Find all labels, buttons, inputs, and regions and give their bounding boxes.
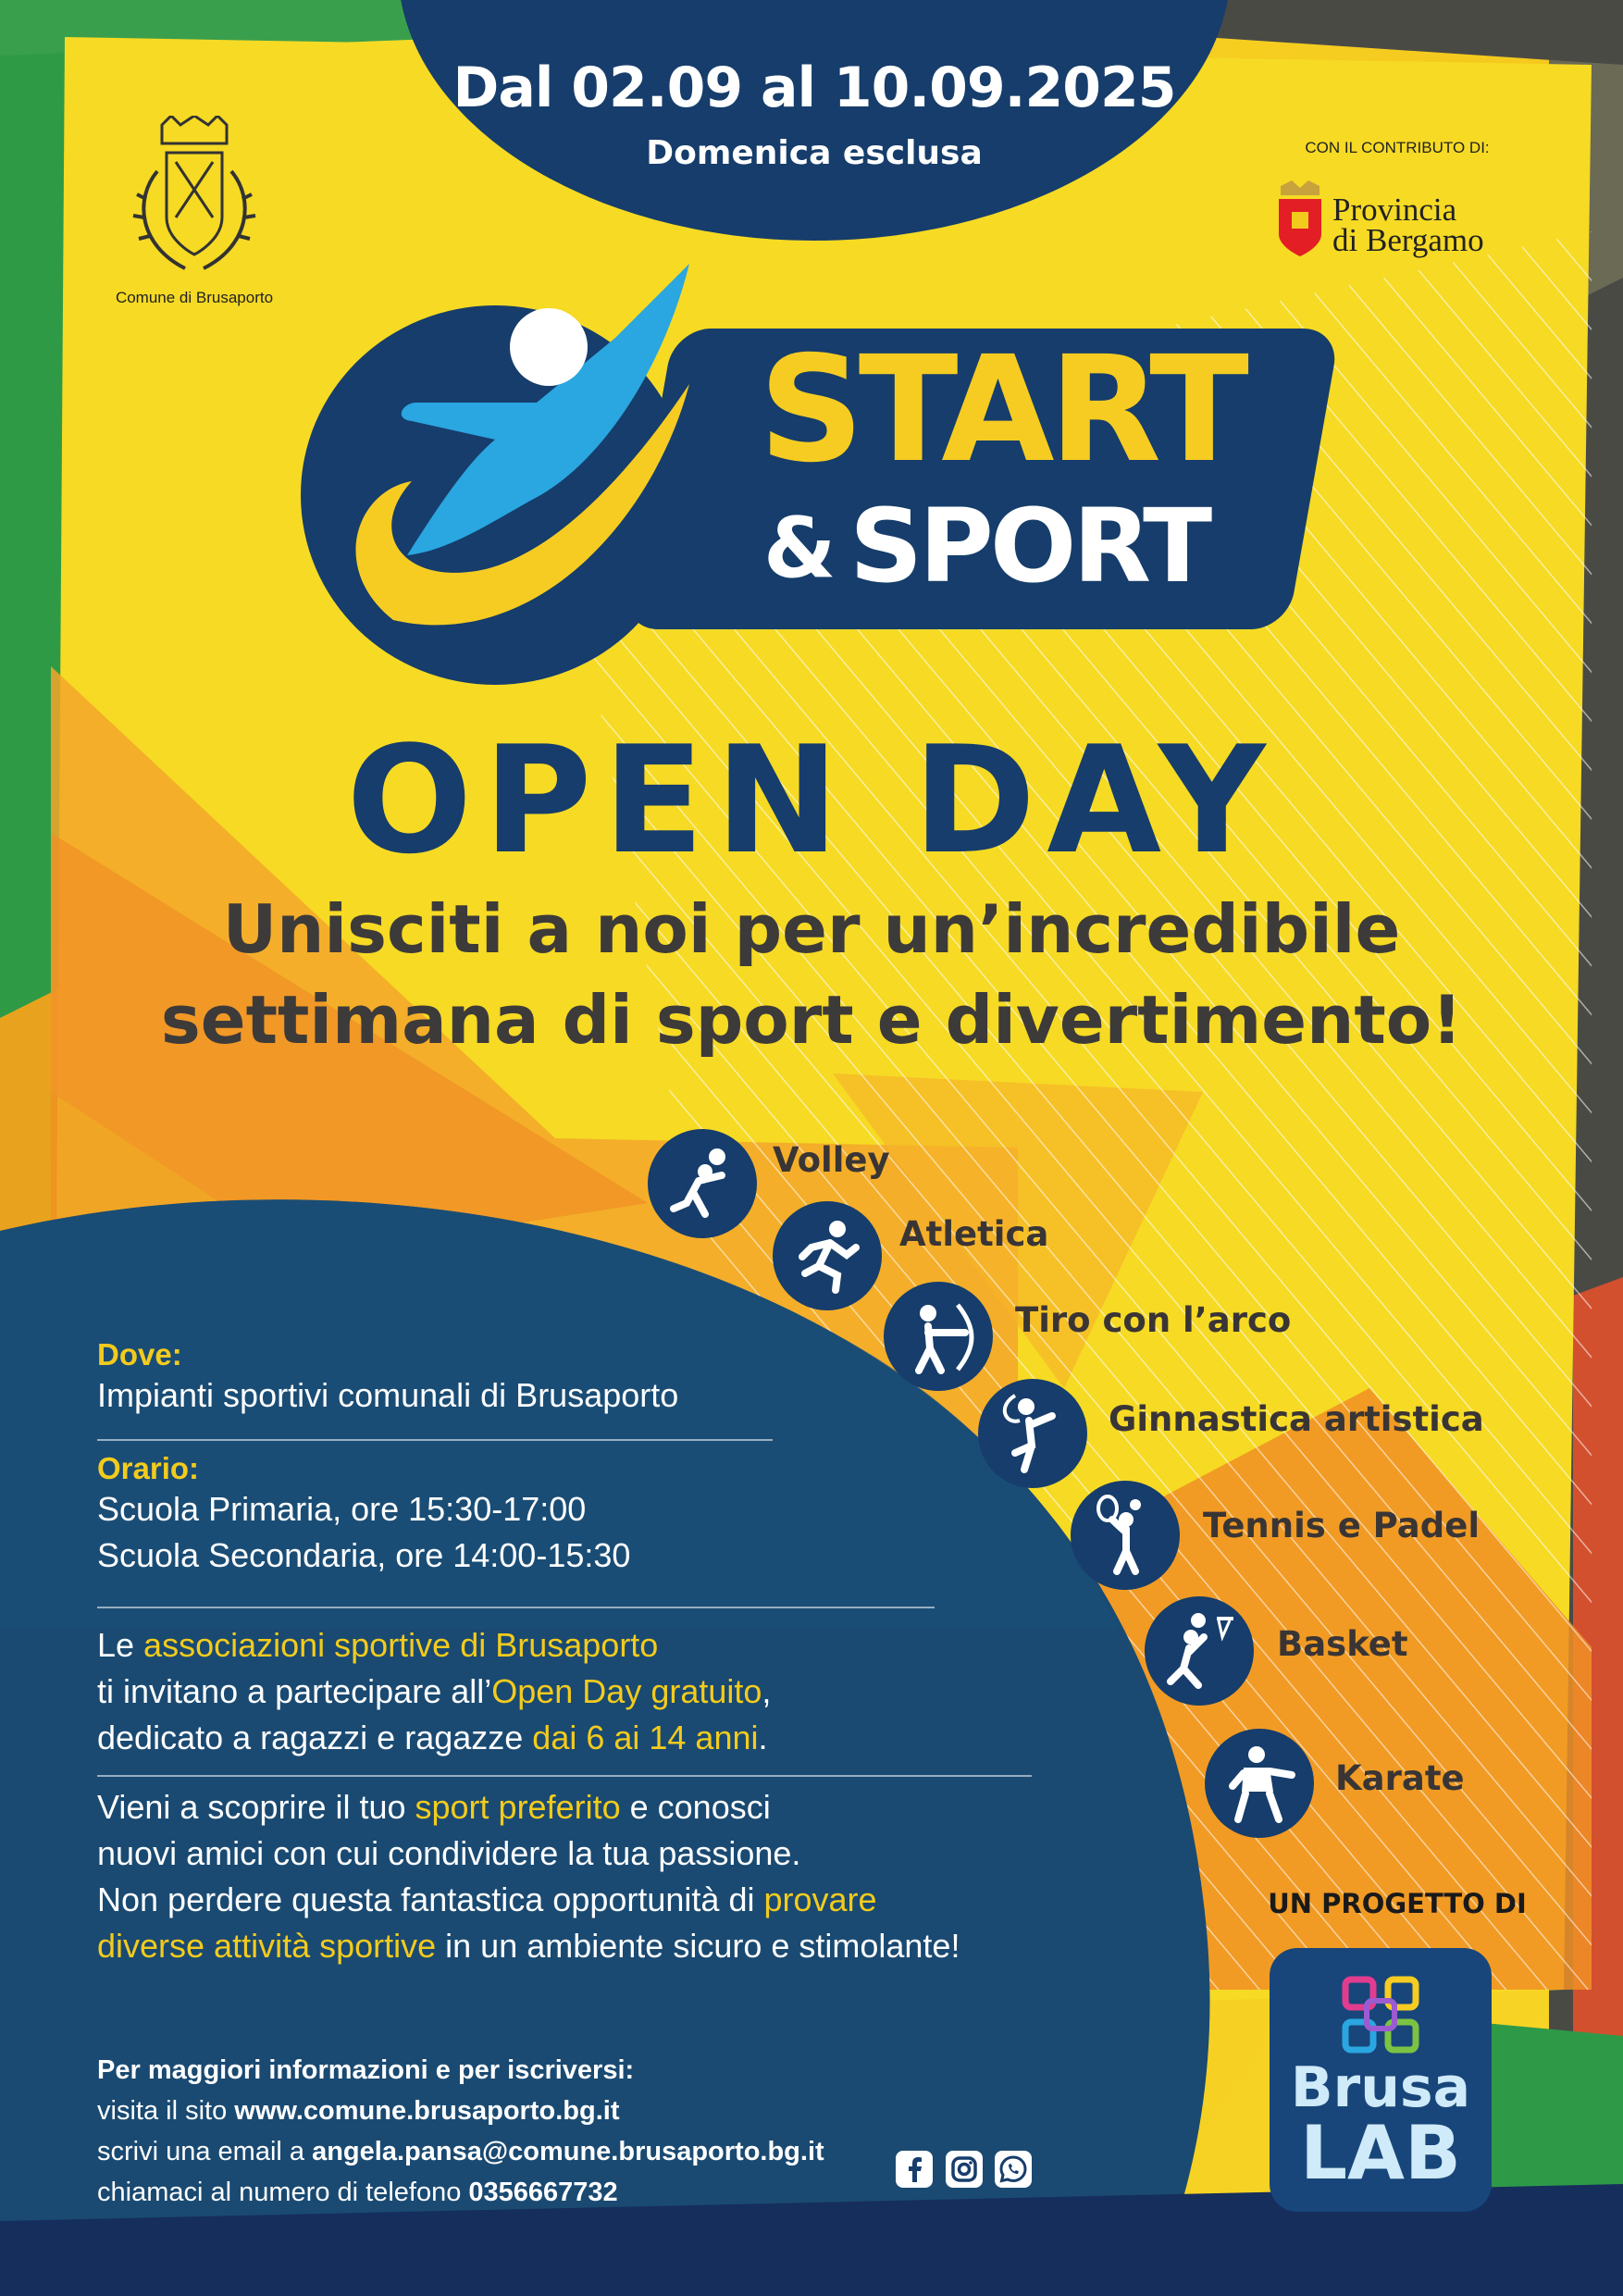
logo-ampersand: & — [763, 500, 836, 597]
provincia-shield-icon — [1275, 180, 1325, 258]
where-value: Impianti sportivi comunali di Brusaporto — [97, 1376, 679, 1414]
where-label: Dove: — [97, 1337, 182, 1371]
logo-start-word: START — [759, 325, 1244, 495]
schedule-secondaria: Scuola Secondaria, ore 14:00-15:30 — [97, 1536, 631, 1574]
event-dates-note: Domenica esclusa — [646, 134, 983, 172]
basketball-player-icon — [1145, 1596, 1254, 1706]
headline: Unisciti a noi per un’incredibile settimana di sport e divertimento! — [160, 890, 1463, 1059]
contact-info: Per maggiori informazioni e per iscriversi: visita il sito www.comune.brusaporto.bg.it scrivi una email a angela.pansa@comune.brusaporto.bg.it chiamaci al numero di telefono 0356667732 — [97, 2055, 824, 2207]
sport-label-volley: Volley — [773, 1140, 890, 1180]
brusalab-logo — [1270, 1948, 1492, 2212]
divider — [97, 1775, 1032, 1777]
logo-sport-word: SPORT — [849, 487, 1209, 605]
provincia-logo-text: Provincia di Bergamo — [1332, 192, 1484, 258]
comune-label: Comune di Brusaporto — [115, 289, 274, 306]
promo-paragraph: Vieni a scoprire il tuo sport preferito e conosci nuovi amici con cui condividere la tua passione. Non perdere questa fantastica opportunità di provare diverse attività sportive in un ambiente sicuro e stimolante! — [97, 1788, 960, 1965]
sport-label-atletica: Atletica — [899, 1214, 1049, 1254]
phone-number[interactable]: 0356667732 — [468, 2178, 618, 2207]
website-link[interactable]: www.comune.brusaporto.bg.it — [234, 2096, 620, 2126]
schedule-label: Orario: — [97, 1451, 200, 1485]
gymnast-icon — [978, 1379, 1087, 1488]
instagram-icon[interactable] — [946, 2151, 983, 2188]
sport-label-basket: Basket — [1277, 1624, 1408, 1664]
divider — [97, 1439, 773, 1441]
brusalab-brusa: Brusa — [1290, 2055, 1471, 2120]
where-section — [97, 1337, 678, 1419]
brusalab-lab: LAB — [1300, 2110, 1461, 2196]
schedule-section — [97, 1451, 630, 1579]
invite-paragraph: Le associazioni sportive di Brusaporto ti invitano a partecipare all’Open Day gratuito, dedicato a ragazzi e ragazze dai 6 ai 14 anni. — [97, 1626, 772, 1756]
open-day-title: OPEN DAY — [346, 714, 1277, 887]
divider — [97, 1607, 935, 1608]
brusalab-emblem-icon — [1334, 1968, 1427, 2061]
sport-label-ginnastica: Ginnastica artistica — [1109, 1399, 1484, 1439]
facebook-icon[interactable] — [896, 2151, 933, 2188]
project-label: UN PROGETTO DI — [1268, 1888, 1527, 1919]
sport-label-karate: Karate — [1335, 1758, 1465, 1798]
sport-label-tiro-con-arco: Tiro con l’arco — [1015, 1300, 1292, 1340]
tennis-player-icon — [1071, 1481, 1180, 1590]
archer-icon — [884, 1282, 993, 1391]
runner-icon — [773, 1201, 882, 1310]
sport-label-tennis-padel: Tennis e Padel — [1203, 1506, 1481, 1545]
comune-crest-icon — [120, 116, 268, 282]
whatsapp-icon[interactable] — [995, 2151, 1032, 2188]
athlete-figure-icon — [301, 264, 708, 652]
volleyball-player-icon — [648, 1129, 757, 1238]
schedule-primaria: Scuola Primaria, ore 15:30-17:00 — [97, 1490, 587, 1528]
event-dates: Dal 02.09 al 10.09.2025 — [452, 56, 1176, 120]
contributor-label: CON IL CONTRIBUTO DI: — [1305, 139, 1490, 156]
karate-icon — [1205, 1729, 1314, 1838]
email-link[interactable]: angela.pansa@comune.brusaporto.bg.it — [312, 2137, 824, 2166]
